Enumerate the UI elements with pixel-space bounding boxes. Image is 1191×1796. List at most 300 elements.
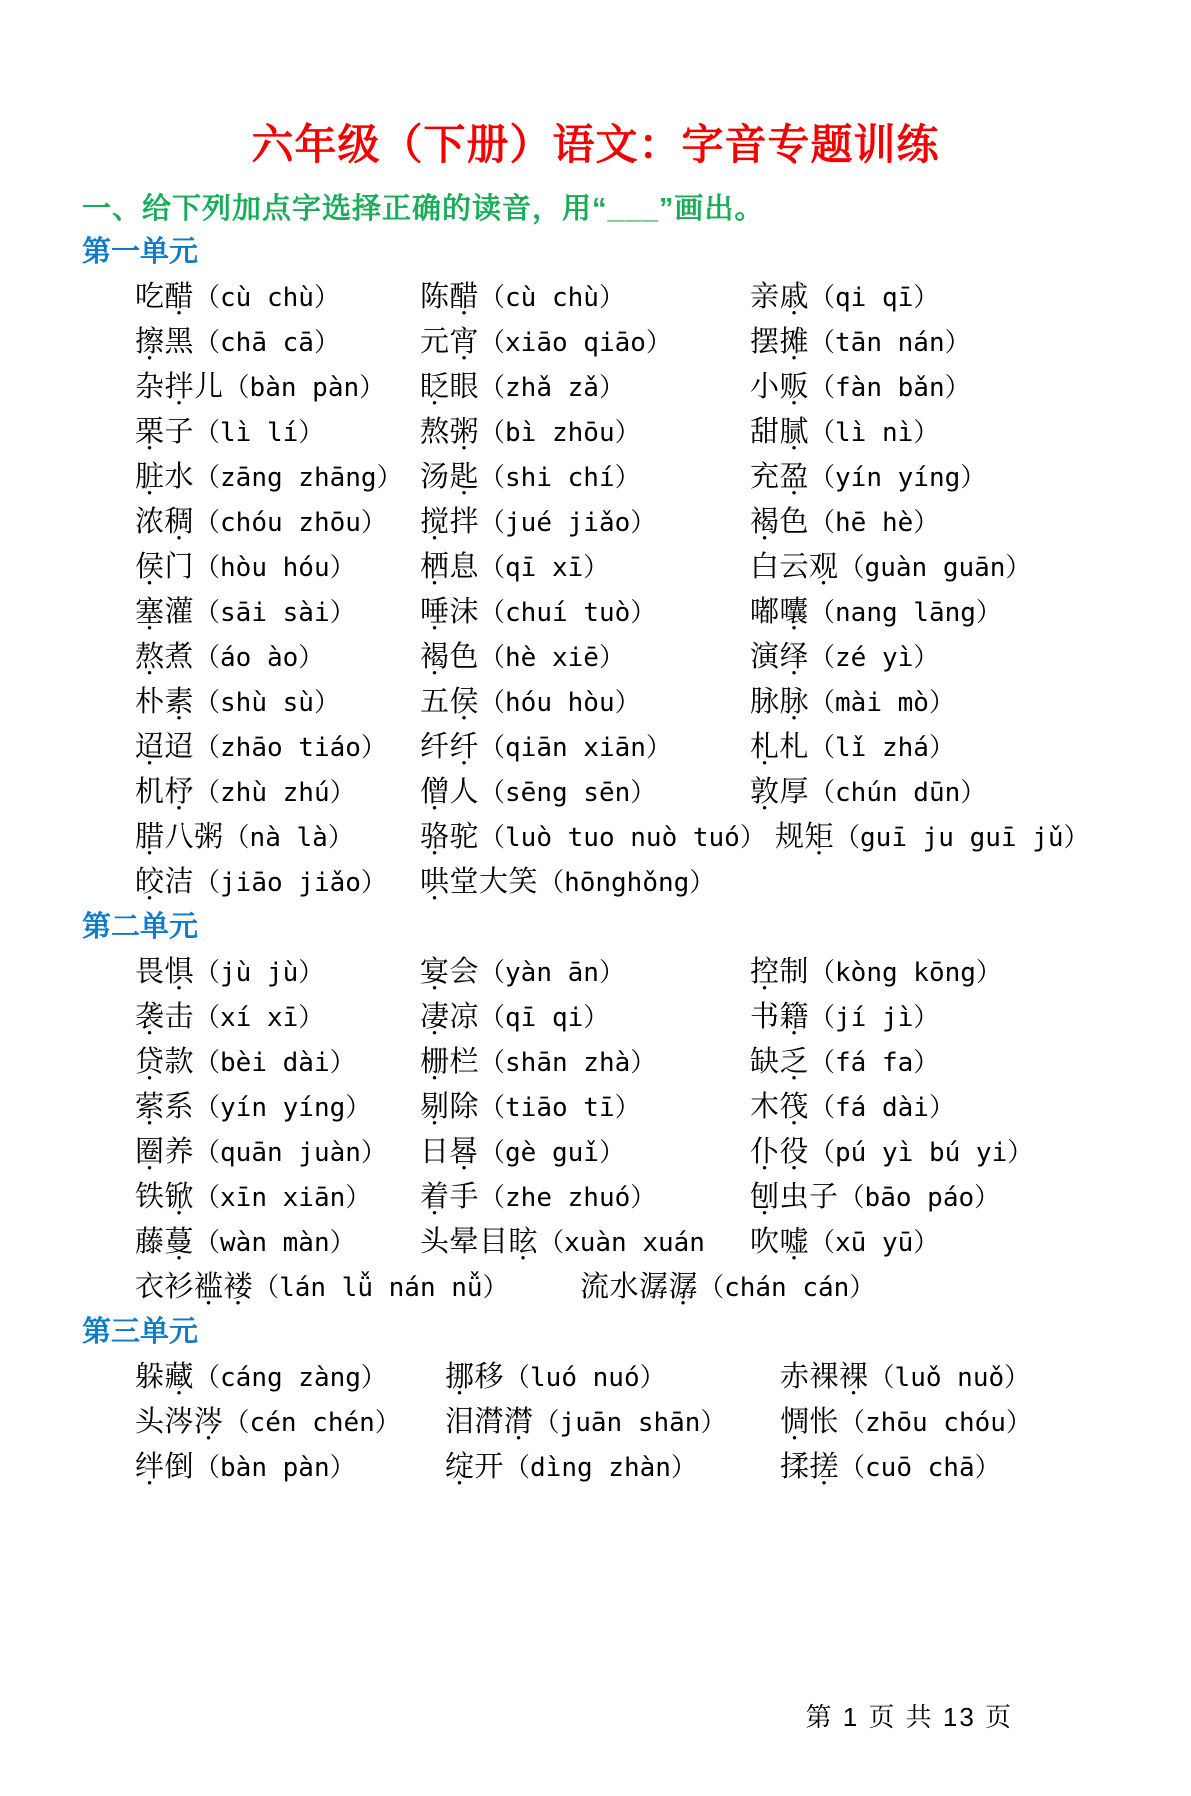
vocab-item	[135, 1444, 445, 1485]
pinyin-options: （lì lí）	[194, 418, 325, 448]
dotted-character: 素	[164, 686, 195, 718]
vocab-item	[420, 1129, 750, 1170]
dotted-character: 僧	[420, 776, 450, 808]
vocab-word	[420, 1129, 479, 1170]
vocab-item	[420, 724, 750, 765]
vocab-word	[135, 859, 194, 900]
vocab-word	[420, 679, 479, 720]
vocab-item	[750, 634, 939, 675]
dotted-character: 粥	[449, 416, 480, 448]
vocab-item	[420, 679, 750, 720]
character: 规	[775, 821, 805, 853]
dotted-character: 锨	[164, 1181, 195, 1213]
vocab-word	[135, 1219, 194, 1260]
vocab-row	[135, 632, 1151, 677]
dotted-character: 萦	[135, 1091, 165, 1123]
pinyin-options: （chā cā）	[194, 328, 340, 358]
dotted-character: 眨	[420, 371, 450, 403]
pinyin-options: （jù jù）	[194, 958, 325, 988]
character: 潸	[474, 1406, 505, 1438]
dotted-character: 唾	[420, 596, 450, 628]
pinyin-options: （nà là）	[223, 823, 354, 853]
vocab-word	[420, 454, 479, 495]
pinyin-options: （qi qī）	[809, 283, 940, 313]
pinyin-options: （nang lāng）	[809, 598, 1002, 628]
character: 朴	[135, 686, 165, 718]
dotted-character: 控	[750, 956, 780, 988]
vocab-item	[135, 1084, 420, 1125]
character: 虫	[779, 1181, 810, 1213]
vocab-item	[135, 814, 420, 855]
vocab-row	[135, 1037, 1151, 1082]
character: 色	[779, 506, 810, 538]
vocab-word	[135, 1444, 194, 1485]
character: 迢	[164, 731, 195, 763]
pinyin-options: （bì zhōu）	[479, 418, 641, 448]
character: 木	[750, 1091, 780, 1123]
vocab-word	[135, 1264, 253, 1305]
pinyin-options: （chóu zhōu）	[194, 508, 387, 538]
vocab-word	[135, 634, 194, 675]
page-title: 六年级（下册）语文：字音专题训练	[251, 121, 940, 168]
character: 裸	[809, 1361, 840, 1393]
vocab-word	[750, 1084, 809, 1125]
character: 陈	[420, 281, 450, 313]
character: 小	[750, 371, 780, 403]
vocab-word	[775, 814, 834, 855]
dotted-character: 腊	[135, 821, 165, 853]
character: 制	[779, 956, 810, 988]
character: 沫	[449, 596, 480, 628]
character: 熬	[420, 416, 450, 448]
dotted-character: 杼	[164, 776, 195, 808]
dotted-character: 腻	[779, 416, 810, 448]
character: 眼	[449, 371, 480, 403]
vocab-item	[420, 589, 750, 630]
pinyin-options: （zāng zhāng）	[194, 463, 403, 493]
unit-rows	[82, 947, 1151, 1307]
vocab-item	[750, 499, 939, 540]
dotted-character: 圈	[135, 1136, 165, 1168]
vocab-item	[135, 409, 420, 450]
character: 五	[420, 686, 450, 718]
character: 门	[164, 551, 195, 583]
dotted-character: 裸	[839, 1361, 869, 1393]
character: 畏	[135, 956, 165, 988]
dotted-character: 褛	[223, 1271, 254, 1303]
vocab-item	[420, 1039, 750, 1080]
vocab-word	[750, 769, 809, 810]
dotted-character: 拌	[164, 371, 195, 403]
vocab-item	[135, 544, 420, 585]
character: 倒	[164, 1451, 195, 1483]
pinyin-options: （zé yì）	[809, 643, 940, 673]
dotted-character: 醋	[164, 281, 195, 313]
vocab-item	[750, 1039, 939, 1080]
dotted-character: 迢	[135, 731, 165, 763]
vocab-item	[750, 724, 955, 765]
vocab-row	[135, 1217, 1151, 1262]
pinyin-options: （shān zhà）	[479, 1048, 657, 1078]
dotted-character: 宵	[449, 326, 480, 358]
character: 头	[135, 1406, 165, 1438]
pinyin-options: （zhāo tiáo）	[194, 733, 387, 763]
pinyin-options: （shi chí）	[479, 463, 641, 493]
dotted-character: 晷	[449, 1136, 480, 1168]
vocab-row	[135, 587, 1151, 632]
unit-rows	[82, 272, 1151, 902]
vocab-item	[775, 814, 1090, 855]
pinyin-options: （tiāo tī）	[479, 1093, 641, 1123]
vocab-item	[135, 319, 420, 360]
character: 凉	[449, 1001, 480, 1033]
pinyin-options: （bàn pàn）	[194, 1453, 356, 1483]
character: 移	[474, 1361, 505, 1393]
pinyin-options: （fá fa）	[809, 1048, 940, 1078]
pinyin-options: （lì nì）	[809, 418, 940, 448]
pinyin-options: （mài mò）	[809, 688, 955, 718]
vocab-item	[750, 544, 1031, 585]
vocab-item	[780, 1354, 1030, 1395]
character: 色	[449, 641, 480, 673]
vocab-word	[750, 994, 809, 1035]
dotted-character: 潸	[504, 1406, 534, 1438]
vocab-word	[750, 1039, 809, 1080]
dotted-character: 稠	[164, 506, 195, 538]
vocab-word	[135, 724, 194, 765]
dotted-character: 摊	[779, 326, 810, 358]
dotted-character: 脏	[135, 461, 165, 493]
character: 亲	[750, 281, 780, 313]
pinyin-options: （xí xī）	[194, 1003, 325, 1033]
vocab-word	[445, 1399, 534, 1440]
pinyin-options: （luó nuó）	[504, 1363, 666, 1393]
vocab-item	[750, 949, 1002, 990]
vocab-word	[420, 769, 479, 810]
character: 涔	[164, 1406, 195, 1438]
vocab-word	[580, 1264, 698, 1305]
pinyin-options: （fá dài）	[809, 1093, 955, 1123]
vocab-row	[135, 1172, 1151, 1217]
vocab-row	[135, 1082, 1151, 1127]
vocab-word	[420, 544, 479, 585]
character: 机	[135, 776, 165, 808]
character: 会	[449, 956, 480, 988]
pinyin-options: （fàn bǎn）	[809, 373, 971, 403]
dotted-character: 搅	[420, 506, 450, 538]
vocab-word	[420, 319, 479, 360]
pinyin-options: （yàn ān）	[479, 958, 625, 988]
character: 子	[809, 1181, 839, 1213]
pinyin-options: （sāi sài）	[194, 598, 356, 628]
vocab-row	[135, 1127, 1151, 1172]
vocab-word	[750, 1174, 839, 1215]
vocab-item	[135, 1354, 445, 1395]
vocab-word	[420, 364, 479, 405]
pinyin-options: （bèi dài）	[194, 1048, 356, 1078]
vocab-row	[135, 272, 1151, 317]
dotted-character: 着	[420, 1181, 450, 1213]
character: 子	[164, 416, 195, 448]
vocab-row	[135, 1397, 1151, 1442]
pinyin-options: （gè guǐ）	[479, 1138, 625, 1168]
vocab-item	[420, 949, 750, 990]
pinyin-options: （cuō chā）	[839, 1453, 1001, 1483]
character: 揉	[780, 1451, 810, 1483]
section-instruction: 一、给下列加点字选择正确的读音，用“___”画出。	[82, 193, 765, 225]
character: 纤	[420, 731, 450, 763]
vocab-item	[135, 994, 420, 1035]
pinyin-options: （kòng kōng）	[809, 958, 1002, 988]
dotted-character: 皎	[135, 866, 165, 898]
pinyin-options: （zhe zhuó）	[479, 1183, 657, 1213]
pinyin-options: （chún dūn）	[809, 778, 987, 808]
vocab-item	[135, 274, 420, 315]
vocab-item	[420, 274, 750, 315]
dotted-character: 袭	[135, 1001, 165, 1033]
unit-list	[82, 232, 1151, 1487]
pinyin-options: （cén chén）	[223, 1408, 401, 1438]
character: 甜	[750, 416, 780, 448]
pinyin-options: （guī ju guī jǔ）	[834, 823, 1090, 853]
pinyin-options: （cù chù）	[194, 283, 340, 313]
dotted-character: 凄	[420, 1001, 450, 1033]
vocab-word	[750, 589, 809, 630]
pinyin-options: （cù chù）	[479, 283, 625, 313]
pinyin-options: （hòu hóu）	[194, 553, 356, 583]
character: 灌	[164, 596, 195, 628]
dotted-character: 贷	[135, 1046, 165, 1078]
character: 晕	[449, 1226, 480, 1258]
vocab-row	[135, 317, 1151, 362]
vocab-word	[750, 544, 839, 585]
vocab-word	[445, 1444, 504, 1485]
character: 摆	[750, 326, 780, 358]
vocab-row	[135, 407, 1151, 452]
vocab-item	[420, 319, 750, 360]
dotted-character: 涔	[194, 1406, 224, 1438]
character: 水	[609, 1271, 640, 1303]
dotted-character: 嘘	[779, 1226, 810, 1258]
pinyin-options: （jué jiǎo）	[479, 508, 657, 538]
dotted-character: 仆	[750, 1136, 780, 1168]
vocab-item	[135, 1129, 420, 1170]
vocab-item	[750, 274, 939, 315]
unit-header: 第二单元	[82, 911, 199, 943]
vocab-row	[135, 452, 1151, 497]
vocab-item	[135, 1264, 580, 1305]
vocab-row	[135, 812, 1151, 857]
vocab-word	[420, 634, 479, 675]
dotted-character: 眩	[508, 1226, 539, 1258]
unit-section	[82, 1312, 1151, 1487]
vocab-item	[420, 814, 775, 855]
dotted-character: 绎	[779, 641, 810, 673]
character: 儿	[194, 371, 224, 403]
pinyin-options: （bàn pàn）	[223, 373, 386, 403]
dotted-character: 筏	[779, 1091, 810, 1123]
dotted-character: 惧	[164, 956, 195, 988]
vocab-item	[780, 1399, 1032, 1440]
worksheet-content	[82, 186, 1151, 1487]
dotted-character: 刨	[750, 1181, 780, 1213]
pinyin-options: （lǐ zhá）	[809, 733, 955, 763]
vocab-item	[135, 589, 420, 630]
vocab-word	[750, 724, 809, 765]
character: 煮	[164, 641, 195, 673]
character: 怅	[809, 1406, 840, 1438]
pinyin-options: （yín yíng）	[194, 1093, 372, 1123]
vocab-word	[135, 1354, 194, 1395]
vocab-word	[135, 499, 194, 540]
character: 汤	[420, 461, 450, 493]
character: 水	[164, 461, 195, 493]
character: 潺	[639, 1271, 669, 1303]
vocab-item	[420, 859, 750, 900]
dotted-character: 搓	[809, 1451, 840, 1483]
vocab-item	[750, 1174, 1000, 1215]
pinyin-options: （wàn màn）	[194, 1228, 356, 1258]
vocab-word	[750, 454, 809, 495]
character: 息	[449, 551, 480, 583]
vocab-item	[445, 1399, 780, 1440]
pinyin-options: （sēng sēn）	[479, 778, 657, 808]
vocab-item	[750, 1084, 955, 1125]
dotted-character: 蔓	[164, 1226, 195, 1258]
character: 白	[750, 551, 780, 583]
character: 衣	[135, 1271, 165, 1303]
character: 黑	[164, 326, 195, 358]
character: 击	[164, 1001, 195, 1033]
character: 栏	[449, 1046, 480, 1078]
vocab-item	[750, 319, 971, 360]
vocab-item	[420, 1219, 750, 1260]
dotted-character: 栖	[420, 551, 450, 583]
vocab-row	[135, 1262, 1151, 1307]
vocab-item	[750, 409, 939, 450]
vocab-item	[135, 769, 420, 810]
dotted-character: 囔	[779, 596, 810, 628]
dotted-character: 役	[779, 1136, 810, 1168]
vocab-word	[750, 949, 809, 990]
vocab-item	[420, 364, 750, 405]
dotted-character: 观	[809, 551, 839, 583]
page-number: 第 1 页 共 13 页	[805, 1702, 1013, 1732]
character: 养	[164, 1136, 195, 1168]
pinyin-options: （shù sù）	[194, 688, 340, 718]
vocab-word	[750, 1219, 809, 1260]
dotted-character: 哄	[420, 866, 450, 898]
pinyin-options: （qiān xiān）	[479, 733, 672, 763]
unit-section	[82, 907, 1151, 1307]
dotted-character: 乏	[779, 1046, 810, 1078]
dotted-character: 绽	[445, 1451, 475, 1483]
character: 洁	[164, 866, 195, 898]
dotted-character: 敦	[750, 776, 780, 808]
pinyin-options: （luǒ nuǒ）	[868, 1363, 1031, 1393]
vocab-row	[135, 947, 1151, 992]
dotted-character: 栗	[135, 416, 165, 448]
unit-section	[82, 232, 1151, 902]
vocab-item	[445, 1354, 780, 1395]
vocab-word	[135, 319, 194, 360]
unit-rows	[82, 1352, 1151, 1487]
character: 人	[449, 776, 480, 808]
dotted-character: 潺	[668, 1271, 699, 1303]
pinyin-options: （hē hè）	[809, 508, 940, 538]
vocab-word	[135, 949, 194, 990]
vocab-item	[135, 499, 420, 540]
character: 脉	[750, 686, 780, 718]
vocab-row	[135, 767, 1151, 812]
pinyin-options: （zhǎ zǎ）	[479, 373, 625, 403]
character: 头	[420, 1226, 450, 1258]
vocab-row	[135, 722, 1151, 767]
vocab-item	[420, 1084, 750, 1125]
vocab-word	[420, 274, 479, 315]
vocab-item	[420, 634, 750, 675]
pinyin-options: （cáng zàng）	[194, 1363, 387, 1393]
vocab-word	[135, 1174, 194, 1215]
vocab-word	[780, 1444, 839, 1485]
dotted-character: 骆	[420, 821, 450, 853]
vocab-word	[135, 994, 194, 1035]
character: 手	[449, 1181, 480, 1213]
vocab-item	[420, 544, 750, 585]
pinyin-options: （xiāo qiāo）	[479, 328, 672, 358]
character: 充	[750, 461, 780, 493]
dotted-character: 宴	[420, 956, 450, 988]
character: 堂	[449, 866, 480, 898]
vocab-word	[135, 409, 194, 450]
character: 除	[449, 1091, 480, 1123]
pinyin-options: （juān shān）	[533, 1408, 727, 1438]
vocab-word	[750, 364, 809, 405]
dotted-character: 剔	[420, 1091, 450, 1123]
dotted-character: 矩	[804, 821, 835, 853]
pinyin-options: （qī xī）	[479, 553, 610, 583]
vocab-item	[750, 679, 955, 720]
vocab-item	[750, 589, 1002, 630]
character: 嘟	[750, 596, 780, 628]
pinyin-options: （qī qi）	[479, 1003, 610, 1033]
dotted-character: 札	[750, 731, 780, 763]
character: 流	[580, 1271, 610, 1303]
vocab-item	[750, 1129, 1033, 1170]
vocab-word	[750, 409, 809, 450]
vocab-word	[750, 274, 809, 315]
character: 泪	[445, 1406, 475, 1438]
vocab-item	[445, 1444, 780, 1485]
character: 演	[750, 641, 780, 673]
vocab-row	[135, 1352, 1151, 1397]
vocab-word	[420, 1174, 479, 1215]
vocab-item	[420, 409, 750, 450]
character: 吹	[750, 1226, 780, 1258]
dotted-character: 擦	[135, 326, 165, 358]
vocab-item	[750, 1219, 939, 1260]
dotted-character: 褐	[420, 641, 450, 673]
dotted-character: 脉	[779, 686, 810, 718]
vocab-word	[135, 814, 224, 855]
character: 开	[474, 1451, 505, 1483]
vocab-word	[750, 1129, 809, 1170]
dotted-character: 塞	[135, 596, 165, 628]
vocab-item	[750, 769, 986, 810]
vocab-word	[135, 769, 194, 810]
dotted-character: 侯	[135, 551, 165, 583]
vocab-item	[420, 994, 750, 1035]
